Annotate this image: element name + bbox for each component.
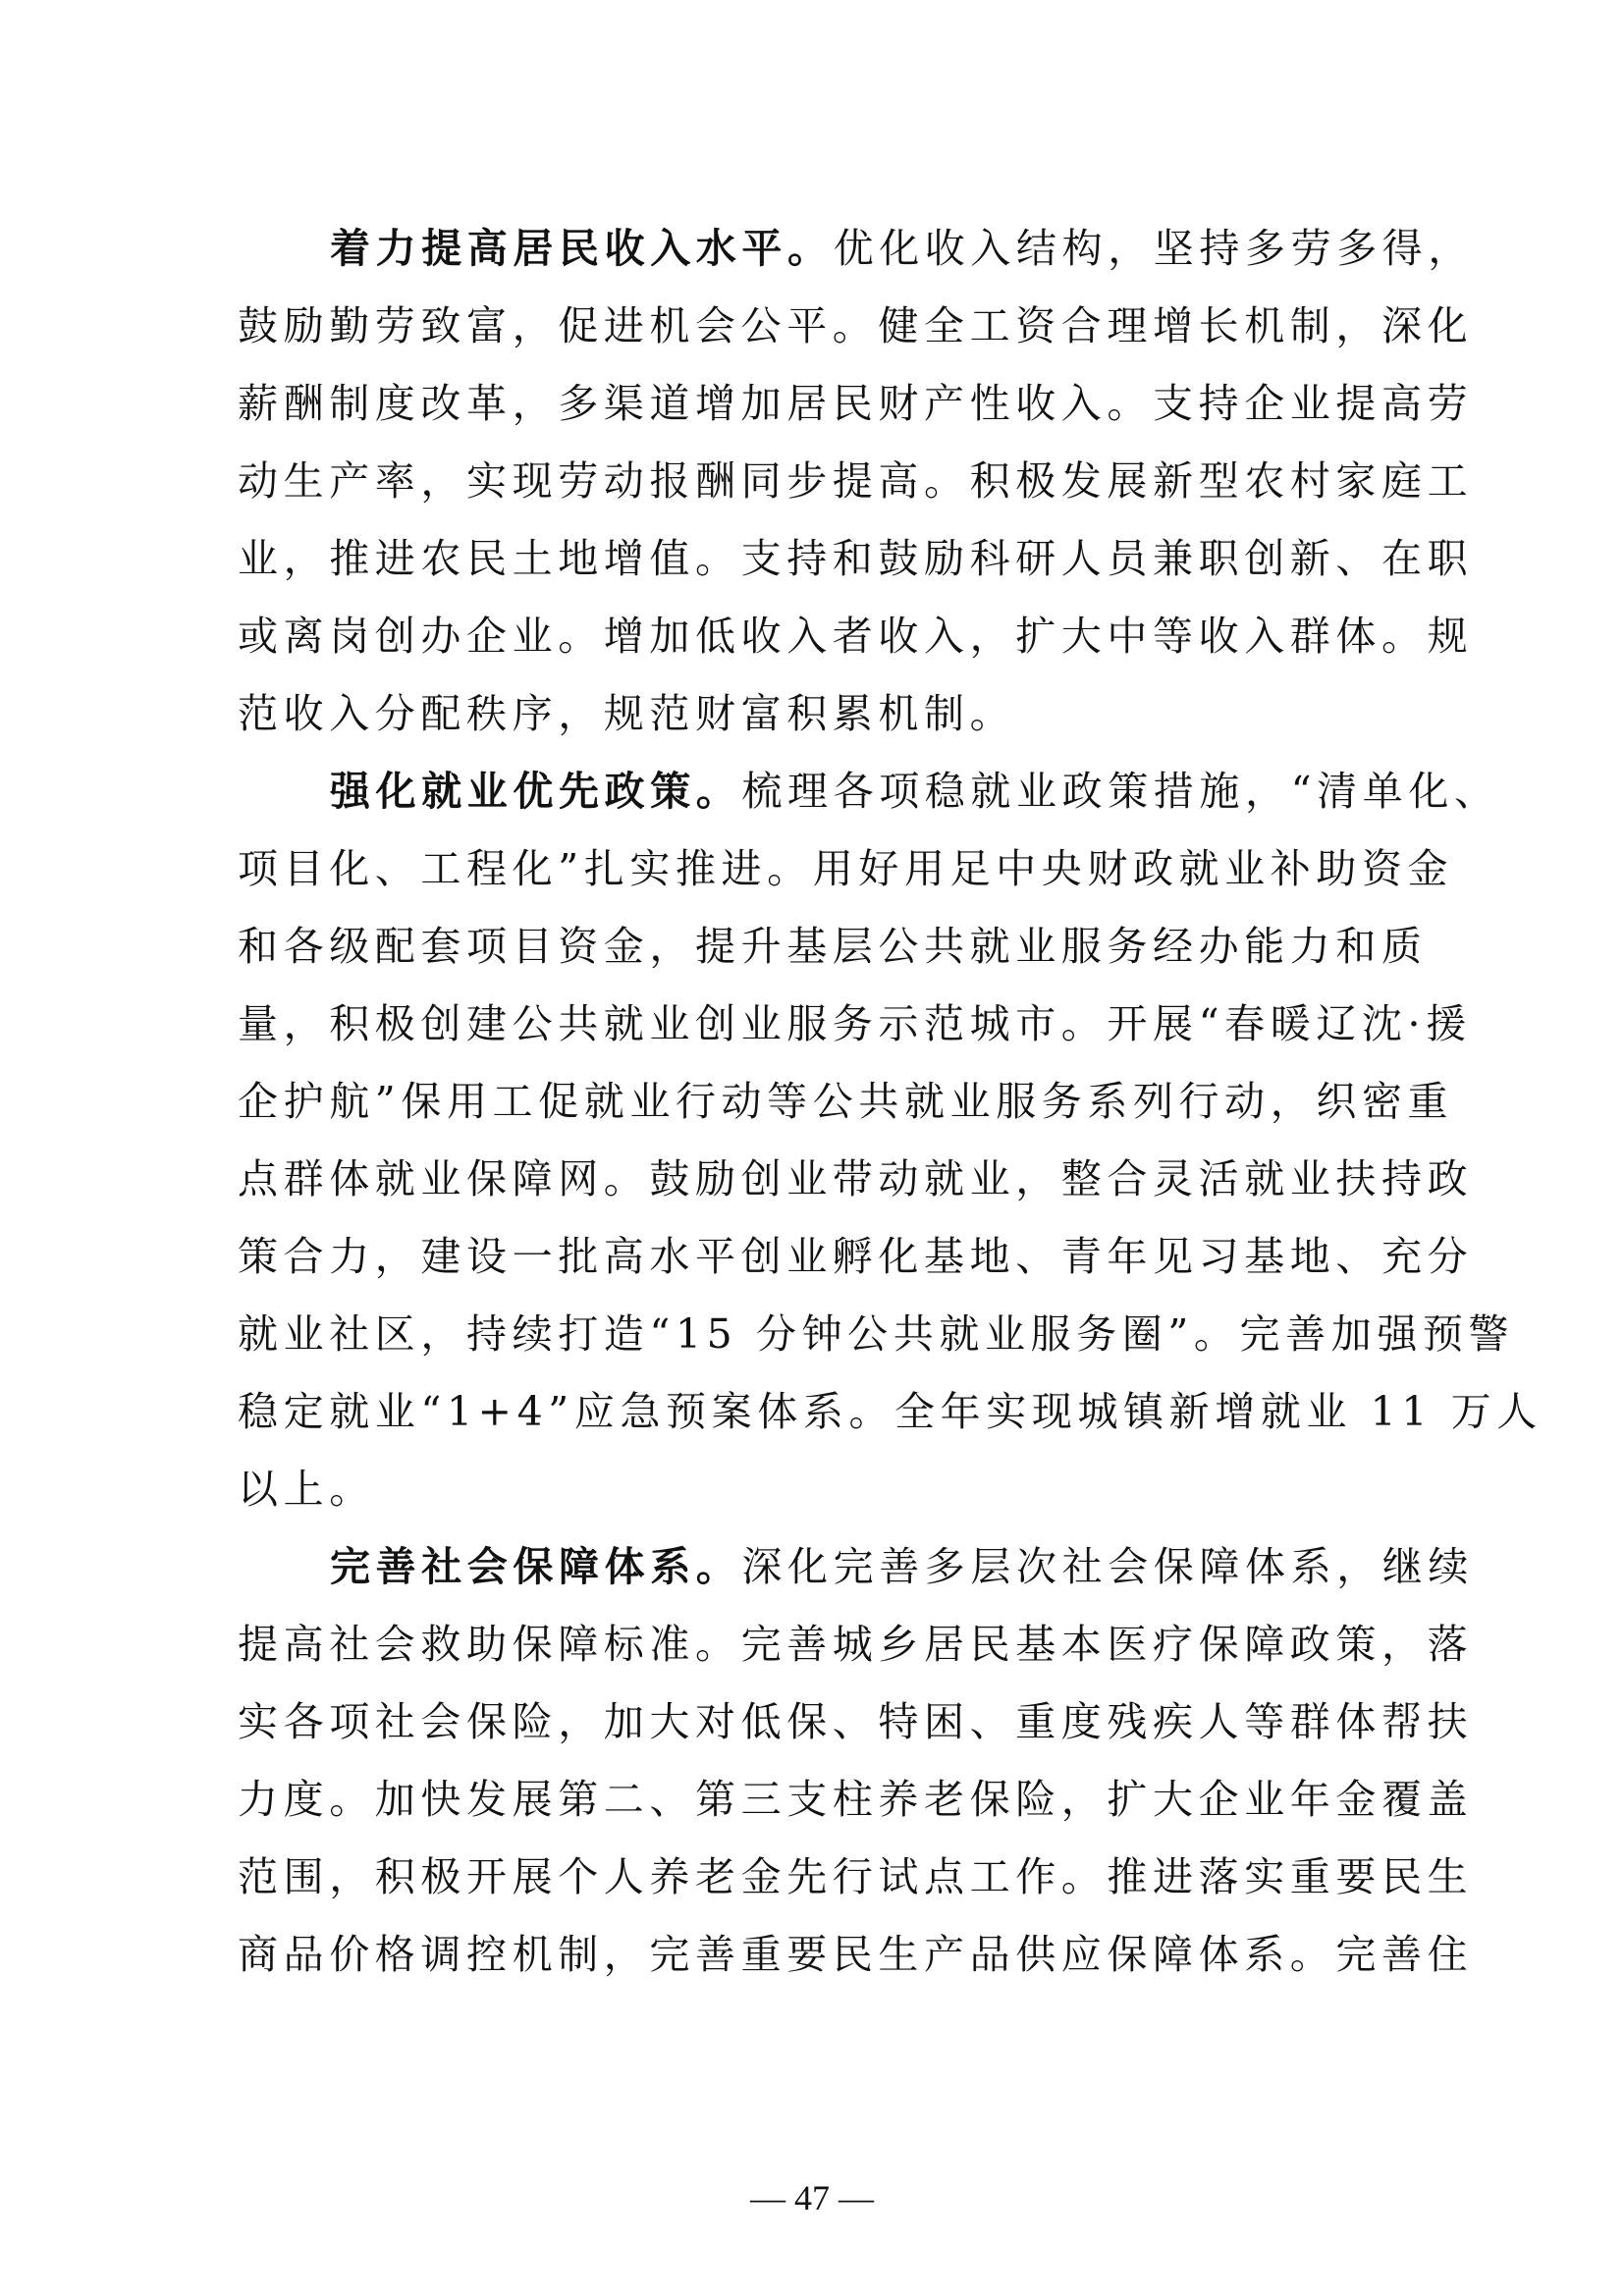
paragraph-3-heading: 完善社会保障体系。 [330, 1543, 742, 1590]
paragraph-2-line-4: 量，积极创建公共就业创业服务示范城市。开展“春暖辽沈·援 [238, 1000, 1472, 1047]
paragraph-1-line-5: 业，推进农民土地增值。支持和鼓励科研人员兼职创新、在职 [238, 535, 1474, 582]
paragraph-3-line-1 [238, 1536, 1475, 1614]
paragraph-2-line-8: 就业社区，持续打造“15 分钟公共就业服务圈”。完善加强预警 [238, 1310, 1515, 1358]
paragraph-3-line-4: 力度。加快发展第二、第三支柱养老保险，扩大企业年金覆盖 [238, 1776, 1474, 1823]
paragraph-2-line-3: 和各级配套项目资金，提升基层公共就业服务经办能力和质 [238, 923, 1428, 970]
paragraph-3-line-5: 范围，积极开展个人养老金先行试点工作。推进落实重要民生 [238, 1853, 1474, 1900]
paragraph-2-line-6: 点群体就业保障网。鼓励创业带动就业，整合灵活就业扶持政 [238, 1155, 1474, 1202]
paragraph-2-line-9: 稳定就业“1+4”应急预案体系。全年实现城镇新增就业 11 万人 [238, 1388, 1543, 1435]
paragraph-1-line-4: 动生产率，实现劳动报酬同步提高。积极发展新型农村家庭工 [238, 457, 1474, 505]
paragraph-2-line-1 [238, 761, 1500, 838]
paragraph-2-line-2: 项目化、工程化”扎实推进。用好用足中央财政就业补助资金 [238, 845, 1454, 892]
paragraph-1-text: 优化收入结构，坚持多劳多得， [833, 225, 1475, 272]
paragraph-3-line-2: 提高社会救助保障标准。完善城乡居民基本医疗保障政策，落 [238, 1621, 1474, 1668]
paragraph-1-line-1 [238, 218, 1475, 295]
paragraph-1-line-6: 或离岗创办企业。增加低收入者收入，扩大中等收入群体。规 [238, 613, 1474, 660]
paragraph-2-line-7: 策合力，建设一批高水平创业孵化基地、青年见习基地、充分 [238, 1233, 1474, 1280]
paragraph-3-text: 深化完善多层次社会保障体系，继续 [741, 1543, 1475, 1590]
paragraph-2-line-10: 以上。 [238, 1466, 375, 1513]
paragraph-1-line-2: 鼓励勤劳致富，促进机会公平。健全工资合理增长机制，深化 [238, 302, 1474, 349]
paragraph-2-line-5: 企护航”保用工促就业行动等公共就业服务系列行动，织密重 [238, 1078, 1454, 1125]
paragraph-2-text: 梳理各项稳就业政策措施，“清单化、 [741, 768, 1500, 815]
paragraph-1-line-7: 范收入分配秩序，规范财富积累机制。 [238, 690, 1016, 737]
paragraph-3-line-3: 实各项社会保险，加大对低保、特困、重度残疾人等群体帮扶 [238, 1698, 1474, 1745]
paragraph-1-heading: 着力提高居民收入水平。 [330, 225, 834, 272]
document-body [238, 218, 1543, 2002]
paragraph-3-line-6: 商品价格调控机制，完善重要民生产品供应保障体系。完善住 [238, 1931, 1474, 1978]
paragraph-2-heading: 强化就业优先政策。 [330, 768, 742, 815]
page-number: — 47 — [750, 2178, 874, 2217]
paragraph-1-line-3: 薪酬制度改革，多渠道增加居民财产性收入。支持企业提高劳 [238, 380, 1474, 427]
